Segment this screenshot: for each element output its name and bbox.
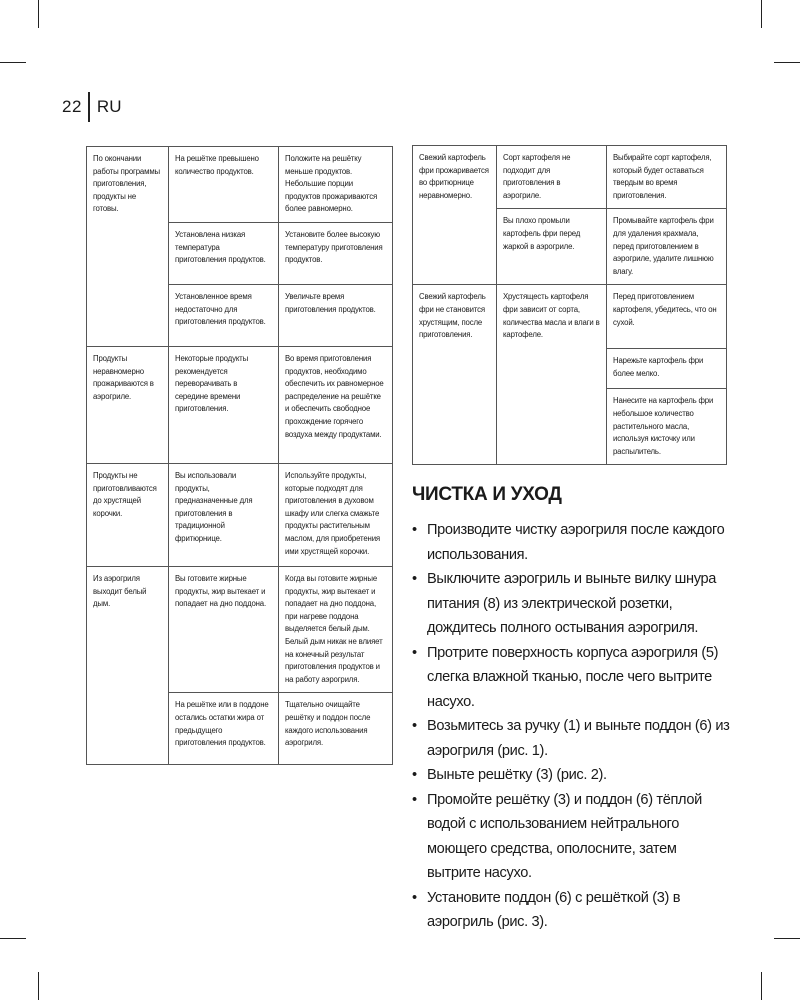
crop-mark — [38, 972, 39, 1000]
list-item — [412, 567, 732, 641]
solution-cell: Выбирайте сорт картофеля, который будет оставаться твердым во время приготовления. — [607, 146, 727, 209]
solution-cell: Тщательно очищайте решётку и поддон после каждого использования аэрогриля. — [279, 693, 393, 765]
cause-cell: Установленное время недостаточно для приготовления продуктов. — [169, 285, 279, 347]
table-row — [87, 347, 393, 464]
list-item — [412, 714, 732, 763]
list-item-text: Производите чистку аэрогриля после каждого использования. — [427, 522, 725, 563]
list-item-text: Выключите аэрогриль и выньте вилку шнура питания (8) из электрической розетки, дождитесь полного остывания аэрогриля. — [427, 571, 717, 636]
cause-cell: На решётке или в поддоне остались остатки жира от предыдущего приготовления продуктов. — [169, 693, 279, 765]
table-row — [87, 464, 393, 567]
problem-cell: Свежий картофель фри прожаривается во фритюрнице неравномерно. — [413, 146, 497, 285]
section-title: ЧИСТКА И УХОД — [412, 484, 562, 505]
crop-mark — [774, 938, 800, 939]
crop-mark — [38, 0, 39, 28]
solution-cell: Перед приготовлением картофеля, убедитесь, что он сухой. — [607, 285, 727, 349]
list-item — [412, 886, 732, 935]
bullet: • — [412, 889, 417, 906]
bullet: • — [412, 767, 417, 783]
solution-cell: Положите на решётку меньше продуктов. Небольшие порции продуктов прожариваются более равномерно. — [279, 147, 393, 223]
crop-mark — [761, 972, 762, 1000]
bullet: • — [412, 571, 417, 587]
table-row — [413, 285, 727, 349]
solution-cell: Во время приготовления продуктов, необходимо обеспечить их равномерное распределение на решётке и обеспечить свободное прохождение горячего воздуха между продуктами. — [279, 347, 393, 464]
bullet: • — [412, 791, 417, 808]
list-item-text: Возьмитесь за ручку (1) и выньте поддон (6) из аэрогриля (рис. 1). — [427, 718, 730, 759]
troubleshooting-table-right — [412, 145, 727, 465]
solution-cell: Промывайте картофель фри для удаления крахмала, перед приготовлением в аэрогриле, удалите лишнюю влагу. — [607, 209, 727, 285]
crop-mark — [761, 0, 762, 28]
problem-cell: Продукты неравномерно прожариваются в аэрогриле. — [87, 347, 169, 464]
problem-cell: Из аэрогриля выходит белый дым. — [87, 567, 169, 765]
list-item-text: Выньте решётку (3) (рис. 2). — [427, 767, 607, 783]
cause-cell: Вы плохо промыли картофель фри перед жаркой в аэрогриле. — [497, 209, 607, 285]
bullet: • — [412, 718, 417, 734]
cause-cell: Некоторые продукты рекомендуется переворачивать в середине времени приготовления. — [169, 347, 279, 464]
cause-cell: На решётке превышено количество продуктов. — [169, 147, 279, 223]
list-item — [412, 763, 732, 788]
page-header — [62, 92, 121, 122]
cause-cell: Вы готовите жирные продукты, жир вытекает и попадает на дно поддона. — [169, 567, 279, 693]
list-item — [412, 641, 732, 715]
solution-cell: Используйте продукты, которые подходят для приготовления в духовом шкафу или слегка смажьте продукты растительным маслом, для приобретения ими хрустящей корочки. — [279, 464, 393, 567]
list-item-text: Протрите поверхность корпуса аэрогриля (5) слегка влажной тканью, после чего вытрите насухо. — [427, 644, 719, 710]
cause-cell: Сорт картофеля не подходит для приготовления в аэрогриле. — [497, 146, 607, 209]
bullet: • — [412, 522, 417, 538]
crop-mark — [0, 62, 26, 63]
solution-cell: Когда вы готовите жирные продукты, жир вытекает и попадает на дно поддона, при нагреве поддона выделяется белый дым. Белый дым никак не влияет на конечный результат приготовления продуктов и на работу аэрогриля. — [279, 567, 393, 693]
crop-mark — [0, 938, 26, 939]
cause-cell: Установлена низкая температура приготовления продуктов. — [169, 223, 279, 285]
crop-mark — [774, 62, 800, 63]
header-divider — [88, 92, 90, 122]
problem-cell: Свежий картофель фри не становится хрустящим, после приготовления. — [413, 285, 497, 465]
language-code: RU — [96, 97, 122, 116]
table-row — [87, 567, 393, 693]
bullet: • — [412, 644, 417, 661]
list-item-text: Промойте решётку (3) и поддон (6) тёплой водой с использованием нейтрального моющего средства, ополосните, затем вытрите насухо. — [427, 791, 702, 881]
table-row — [413, 146, 727, 209]
solution-cell: Нарежьте картофель фри более мелко. — [607, 349, 727, 389]
list-item — [412, 788, 732, 886]
troubleshooting-table-left — [86, 146, 393, 765]
problem-cell: Продукты не приготовливаются до хрустящей корочки. — [87, 464, 169, 567]
page-number: 22 — [62, 97, 82, 116]
problem-cell: По окончании работы программы приготовления, продукты не готовы. — [87, 147, 169, 347]
care-instructions-list — [412, 518, 732, 935]
solution-cell: Увеличьте время приготовления продуктов. — [279, 285, 393, 347]
cause-cell: Вы использовали продукты, предназначенные для приготовления в традиционной фритюрнице. — [169, 464, 279, 567]
cause-cell: Хрустящесть картофеля фри зависит от сорта, количества масла и влаги в картофеле. — [497, 285, 607, 465]
solution-cell: Установите более высокую температуру приготовления продуктов. — [279, 223, 393, 285]
list-item-text: Установите поддон (6) с решёткой (3) в аэрогриль (рис. 3). — [427, 889, 681, 930]
table-row — [87, 147, 393, 223]
solution-cell: Нанесите на картофель фри небольшое количество растительного масла, используя кисточку или распылитель. — [607, 389, 727, 465]
list-item — [412, 518, 732, 567]
